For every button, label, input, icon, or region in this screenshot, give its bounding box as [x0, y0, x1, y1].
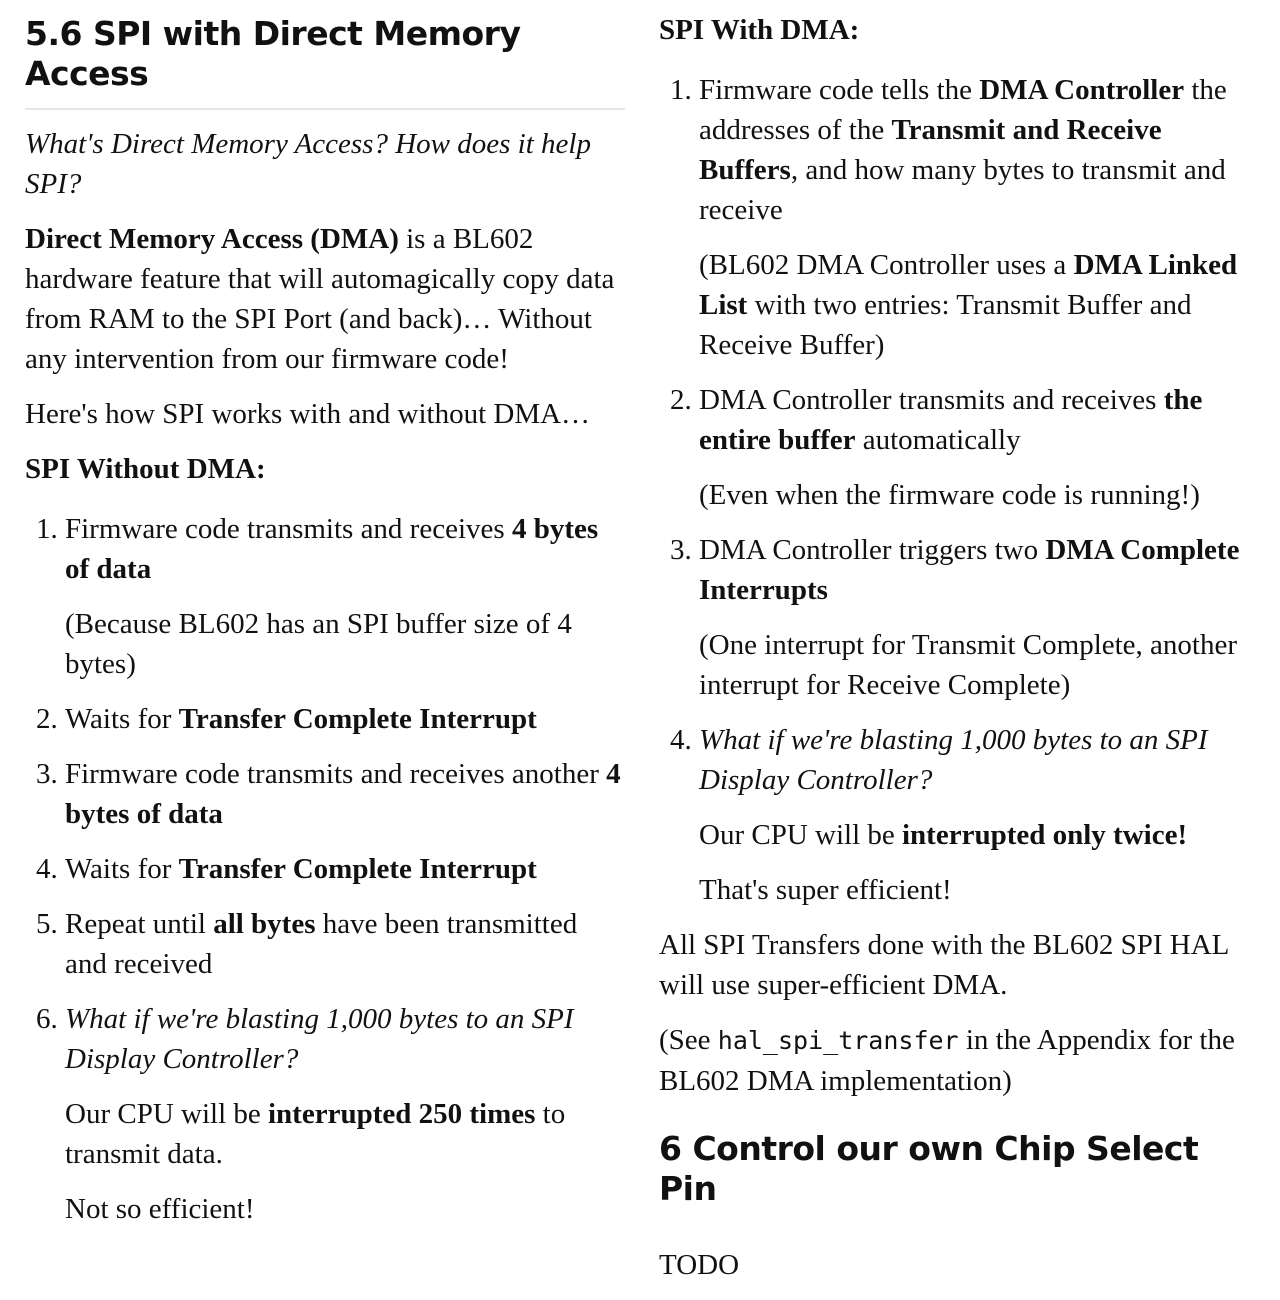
without-dma-list — [25, 509, 625, 1229]
list-item: 1. Firmware code transmits and receives 4 bytes of data (Because BL602 has an SPI buffer size of 4 bytes) — [65, 509, 625, 684]
list-note: (Even when the firmware code is running!) — [699, 479, 1200, 511]
list-note: Not so efficient! — [65, 1193, 255, 1225]
question-text: What's Direct Memory Access? How does it help SPI? — [25, 128, 591, 200]
list-note: That's super efficient! — [699, 874, 952, 906]
list-item: 4. What if we're blasting 1,000 bytes to an SPI Display Controller? Our CPU will be interrupted only twice! That's super efficient! — [699, 720, 1259, 910]
todo-text: TODO — [659, 1249, 740, 1281]
section-heading: 5.6 SPI with Direct Memory Access — [25, 0, 625, 110]
section-heading-6: 6 Control our own Chip Select Pin — [659, 1129, 1199, 1208]
right-column — [659, 10, 1259, 1300]
subheading-without-dma: SPI Without DMA: — [25, 453, 266, 485]
list-note: (Because BL602 has an SPI buffer size of 4 bytes) — [65, 608, 572, 680]
list-item: 1. Firmware code tells the DMA Controller the addresses of the Transmit and Receive Buffers, and how many bytes to transmit and receive (BL602 DMA Controller uses a DMA Linked List with two entries: Transmit Buffer and Receive Buffer) — [699, 70, 1259, 365]
intro-paragraph: Direct Memory Access (DMA) is a BL602 hardware feature that will automagically copy data from RAM to the SPI Port (and back)… Without any intervention from our firmware code! — [25, 223, 615, 375]
summary-paragraph: All SPI Transfers done with the BL602 SPI HAL will use super-efficient DMA. — [659, 929, 1229, 1001]
code-hal-spi-transfer: hal_spi_transfer — [717, 1026, 959, 1055]
list-item: 6. What if we're blasting 1,000 bytes to an SPI Display Controller? Our CPU will be interrupted 250 times to transmit data. Not so efficient! — [65, 999, 625, 1229]
list-item: 2. Waits for Transfer Complete Interrupt — [65, 699, 625, 739]
see-appendix-paragraph: (See hal_spi_transfer in the Appendix for the BL602 DMA implementation) — [659, 1024, 1235, 1097]
left-column — [25, 0, 625, 1244]
list-item: 4. Waits for Transfer Complete Interrupt — [65, 849, 625, 889]
with-dma-list — [659, 70, 1259, 910]
howto-paragraph: Here's how SPI works with and without DMA… — [25, 398, 591, 430]
list-item: 3. DMA Controller triggers two DMA Complete Interrupts (One interrupt for Transmit Complete, another interrupt for Receive Complete) — [699, 530, 1259, 705]
list-note: (One interrupt for Transmit Complete, another interrupt for Receive Complete) — [699, 629, 1238, 701]
list-item: 2. DMA Controller transmits and receives the entire buffer automatically (Even when the firmware code is running!) — [699, 380, 1259, 515]
list-item: 3. Firmware code transmits and receives another 4 bytes of data — [65, 754, 625, 834]
subheading-with-dma: SPI With DMA: — [659, 14, 860, 46]
list-note: (BL602 DMA Controller uses a DMA Linked List with two entries: Transmit Buffer and Receive Buffer) — [699, 249, 1238, 361]
list-item: 5. Repeat until all bytes have been transmitted and received — [65, 904, 625, 984]
